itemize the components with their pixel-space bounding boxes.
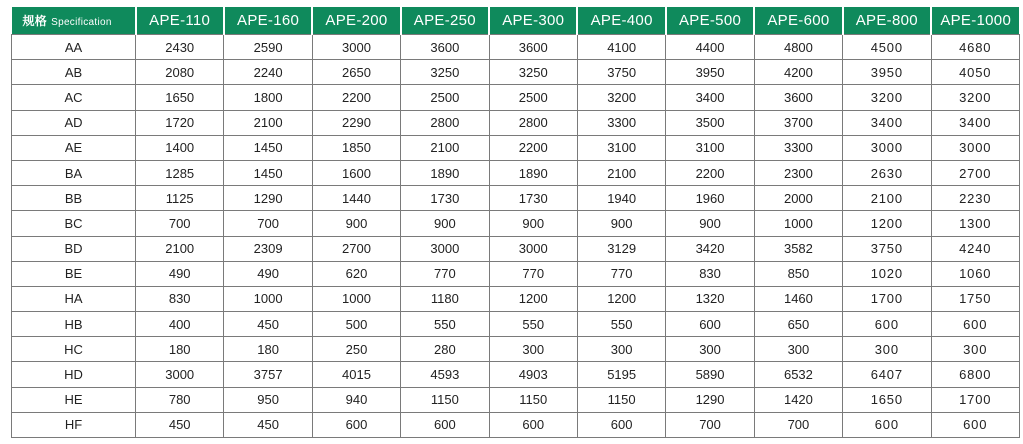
table-cell: 490 — [224, 261, 312, 286]
table-cell: 2100 — [224, 110, 312, 135]
table-cell: 300 — [577, 337, 665, 362]
table-cell: 180 — [136, 337, 224, 362]
table-cell: 2500 — [401, 85, 489, 110]
table-cell: 3000 — [843, 135, 931, 160]
spec-header-en: Specification — [51, 17, 112, 28]
table-cell: 490 — [136, 261, 224, 286]
table-cell: 1200 — [577, 286, 665, 311]
table-row — [12, 362, 1020, 387]
table-cell: 450 — [224, 312, 312, 337]
table-cell: 3400 — [931, 110, 1019, 135]
table-cell: 6407 — [843, 362, 931, 387]
table-cell: 780 — [136, 387, 224, 412]
table-row — [12, 85, 1020, 110]
table-cell: 2500 — [489, 85, 577, 110]
table-cell: 3600 — [401, 35, 489, 60]
model-header-cell: APE-600 — [754, 7, 842, 35]
row-label-cell: AE — [12, 135, 136, 160]
table-cell: 4240 — [931, 236, 1019, 261]
table-row — [12, 387, 1020, 412]
table-cell: 4100 — [577, 35, 665, 60]
table-cell: 1700 — [843, 286, 931, 311]
table-cell: 700 — [136, 211, 224, 236]
table-cell: 4200 — [754, 60, 842, 85]
table-cell: 1000 — [312, 286, 400, 311]
table-cell: 900 — [312, 211, 400, 236]
model-header-cell: APE-500 — [666, 7, 754, 35]
table-cell: 3250 — [401, 60, 489, 85]
table-cell: 1800 — [224, 85, 312, 110]
table-cell: 1320 — [666, 286, 754, 311]
table-row — [12, 312, 1020, 337]
table-row — [12, 160, 1020, 185]
table-cell: 3757 — [224, 362, 312, 387]
table-cell: 3950 — [666, 60, 754, 85]
model-header-cell: APE-160 — [224, 7, 312, 35]
table-cell: 1960 — [666, 186, 754, 211]
spec-header-cell — [12, 7, 136, 35]
table-cell: 550 — [577, 312, 665, 337]
table-cell: 830 — [136, 286, 224, 311]
table-cell: 4050 — [931, 60, 1019, 85]
table-row — [12, 35, 1020, 60]
table-cell: 250 — [312, 337, 400, 362]
table-header-row — [12, 7, 1020, 35]
table-row — [12, 135, 1020, 160]
model-header-cell: APE-1000 — [931, 7, 1019, 35]
table-cell: 700 — [666, 412, 754, 437]
table-cell: 1650 — [136, 85, 224, 110]
row-label-cell: AB — [12, 60, 136, 85]
table-cell: 400 — [136, 312, 224, 337]
table-row — [12, 261, 1020, 286]
table-cell: 1150 — [489, 387, 577, 412]
table-cell: 620 — [312, 261, 400, 286]
model-header-cell: APE-110 — [136, 7, 224, 35]
table-cell: 600 — [489, 412, 577, 437]
table-cell: 1200 — [843, 211, 931, 236]
table-cell: 3100 — [577, 135, 665, 160]
table-cell: 1400 — [136, 135, 224, 160]
table-cell: 900 — [666, 211, 754, 236]
table-cell: 600 — [401, 412, 489, 437]
table-cell: 300 — [489, 337, 577, 362]
table-cell: 1290 — [224, 186, 312, 211]
model-header-cell: APE-400 — [577, 7, 665, 35]
table-cell: 6532 — [754, 362, 842, 387]
row-label-cell: HA — [12, 286, 136, 311]
row-label-cell: BE — [12, 261, 136, 286]
table-row — [12, 211, 1020, 236]
table-cell: 4500 — [843, 35, 931, 60]
table-cell: 3420 — [666, 236, 754, 261]
table-cell: 850 — [754, 261, 842, 286]
table-row — [12, 236, 1020, 261]
row-label-cell: AD — [12, 110, 136, 135]
table-body — [12, 35, 1020, 438]
row-label-cell: HE — [12, 387, 136, 412]
table-cell: 2100 — [843, 186, 931, 211]
table-cell: 1180 — [401, 286, 489, 311]
table-cell: 700 — [754, 412, 842, 437]
row-label-cell: AA — [12, 35, 136, 60]
table-cell: 770 — [577, 261, 665, 286]
table-cell: 600 — [312, 412, 400, 437]
table-cell: 550 — [401, 312, 489, 337]
table-row — [12, 412, 1020, 437]
table-cell: 2700 — [312, 236, 400, 261]
table-cell: 3000 — [136, 362, 224, 387]
model-header-cell: APE-800 — [843, 7, 931, 35]
spec-header-zh: 规格 — [22, 14, 48, 28]
table-cell: 2300 — [754, 160, 842, 185]
table-cell: 770 — [401, 261, 489, 286]
table-cell: 3500 — [666, 110, 754, 135]
table-cell: 650 — [754, 312, 842, 337]
table-cell: 300 — [843, 337, 931, 362]
table-cell: 1290 — [666, 387, 754, 412]
table-cell: 900 — [577, 211, 665, 236]
table-cell: 1450 — [224, 135, 312, 160]
table-cell: 1850 — [312, 135, 400, 160]
table-cell: 3600 — [489, 35, 577, 60]
table-cell: 3000 — [401, 236, 489, 261]
model-header-cell: APE-200 — [312, 7, 400, 35]
table-cell: 1750 — [931, 286, 1019, 311]
table-cell: 1285 — [136, 160, 224, 185]
table-cell: 2200 — [666, 160, 754, 185]
table-cell: 600 — [931, 412, 1019, 437]
table-cell: 3100 — [666, 135, 754, 160]
table-cell: 900 — [401, 211, 489, 236]
table-cell: 550 — [489, 312, 577, 337]
table-row — [12, 186, 1020, 211]
table-cell: 600 — [843, 312, 931, 337]
table-cell: 2290 — [312, 110, 400, 135]
table-cell: 600 — [666, 312, 754, 337]
table-cell: 2080 — [136, 60, 224, 85]
table-cell: 2240 — [224, 60, 312, 85]
table-cell: 4015 — [312, 362, 400, 387]
table-cell: 450 — [136, 412, 224, 437]
table-cell: 300 — [666, 337, 754, 362]
table-cell: 600 — [577, 412, 665, 437]
table-cell: 4903 — [489, 362, 577, 387]
table-cell: 1730 — [489, 186, 577, 211]
table-cell: 3950 — [843, 60, 931, 85]
specification-table — [11, 7, 1020, 438]
row-label-cell: AC — [12, 85, 136, 110]
table-cell: 2100 — [136, 236, 224, 261]
model-header-cell: APE-250 — [401, 7, 489, 35]
table-cell: 2200 — [489, 135, 577, 160]
row-label-cell: HB — [12, 312, 136, 337]
spec-table-container — [11, 7, 1019, 438]
table-cell: 770 — [489, 261, 577, 286]
table-cell: 2000 — [754, 186, 842, 211]
row-label-cell: BC — [12, 211, 136, 236]
table-cell: 1940 — [577, 186, 665, 211]
table-cell: 3600 — [754, 85, 842, 110]
table-cell: 2430 — [136, 35, 224, 60]
table-cell: 6800 — [931, 362, 1019, 387]
table-cell: 1600 — [312, 160, 400, 185]
table-cell: 300 — [754, 337, 842, 362]
table-cell: 600 — [931, 312, 1019, 337]
table-cell: 600 — [843, 412, 931, 437]
table-cell: 1150 — [577, 387, 665, 412]
model-header-cell: APE-300 — [489, 7, 577, 35]
table-cell: 1020 — [843, 261, 931, 286]
table-cell: 1150 — [401, 387, 489, 412]
table-cell: 4400 — [666, 35, 754, 60]
table-cell: 3400 — [666, 85, 754, 110]
table-cell: 1420 — [754, 387, 842, 412]
table-cell: 3200 — [931, 85, 1019, 110]
row-label-cell: BA — [12, 160, 136, 185]
table-cell: 1460 — [754, 286, 842, 311]
table-cell: 900 — [489, 211, 577, 236]
table-cell: 1000 — [224, 286, 312, 311]
table-cell: 2800 — [489, 110, 577, 135]
table-cell: 1650 — [843, 387, 931, 412]
table-cell: 300 — [931, 337, 1019, 362]
table-cell: 2590 — [224, 35, 312, 60]
table-cell: 1730 — [401, 186, 489, 211]
table-cell: 1440 — [312, 186, 400, 211]
table-cell: 2309 — [224, 236, 312, 261]
table-cell: 4800 — [754, 35, 842, 60]
table-cell: 3200 — [843, 85, 931, 110]
row-label-cell: HF — [12, 412, 136, 437]
table-cell: 4680 — [931, 35, 1019, 60]
table-cell: 2700 — [931, 160, 1019, 185]
table-cell: 1000 — [754, 211, 842, 236]
table-cell: 3750 — [843, 236, 931, 261]
table-cell: 3129 — [577, 236, 665, 261]
row-label-cell: BB — [12, 186, 136, 211]
table-cell: 2650 — [312, 60, 400, 85]
table-cell: 1200 — [489, 286, 577, 311]
table-cell: 700 — [224, 211, 312, 236]
table-cell: 3750 — [577, 60, 665, 85]
table-cell: 940 — [312, 387, 400, 412]
table-cell: 5890 — [666, 362, 754, 387]
table-cell: 3300 — [754, 135, 842, 160]
table-cell: 3000 — [489, 236, 577, 261]
table-cell: 4593 — [401, 362, 489, 387]
table-row — [12, 337, 1020, 362]
table-cell: 3250 — [489, 60, 577, 85]
table-row — [12, 60, 1020, 85]
table-cell: 3300 — [577, 110, 665, 135]
table-cell: 2630 — [843, 160, 931, 185]
table-row — [12, 286, 1020, 311]
table-cell: 1720 — [136, 110, 224, 135]
table-cell: 3582 — [754, 236, 842, 261]
table-cell: 1125 — [136, 186, 224, 211]
row-label-cell: HD — [12, 362, 136, 387]
table-cell: 1450 — [224, 160, 312, 185]
table-row — [12, 110, 1020, 135]
table-cell: 3000 — [312, 35, 400, 60]
table-cell: 5195 — [577, 362, 665, 387]
table-cell: 3000 — [931, 135, 1019, 160]
table-cell: 500 — [312, 312, 400, 337]
table-cell: 280 — [401, 337, 489, 362]
table-cell: 2200 — [312, 85, 400, 110]
row-label-cell: BD — [12, 236, 136, 261]
table-cell: 2800 — [401, 110, 489, 135]
table-cell: 830 — [666, 261, 754, 286]
table-cell: 1890 — [401, 160, 489, 185]
table-cell: 3200 — [577, 85, 665, 110]
table-cell: 180 — [224, 337, 312, 362]
row-label-cell: HC — [12, 337, 136, 362]
table-cell: 950 — [224, 387, 312, 412]
table-cell: 450 — [224, 412, 312, 437]
table-cell: 1700 — [931, 387, 1019, 412]
table-cell: 3700 — [754, 110, 842, 135]
table-cell: 1300 — [931, 211, 1019, 236]
table-cell: 3400 — [843, 110, 931, 135]
table-cell: 1890 — [489, 160, 577, 185]
table-cell: 1060 — [931, 261, 1019, 286]
table-cell: 2100 — [577, 160, 665, 185]
table-cell: 2230 — [931, 186, 1019, 211]
table-cell: 2100 — [401, 135, 489, 160]
